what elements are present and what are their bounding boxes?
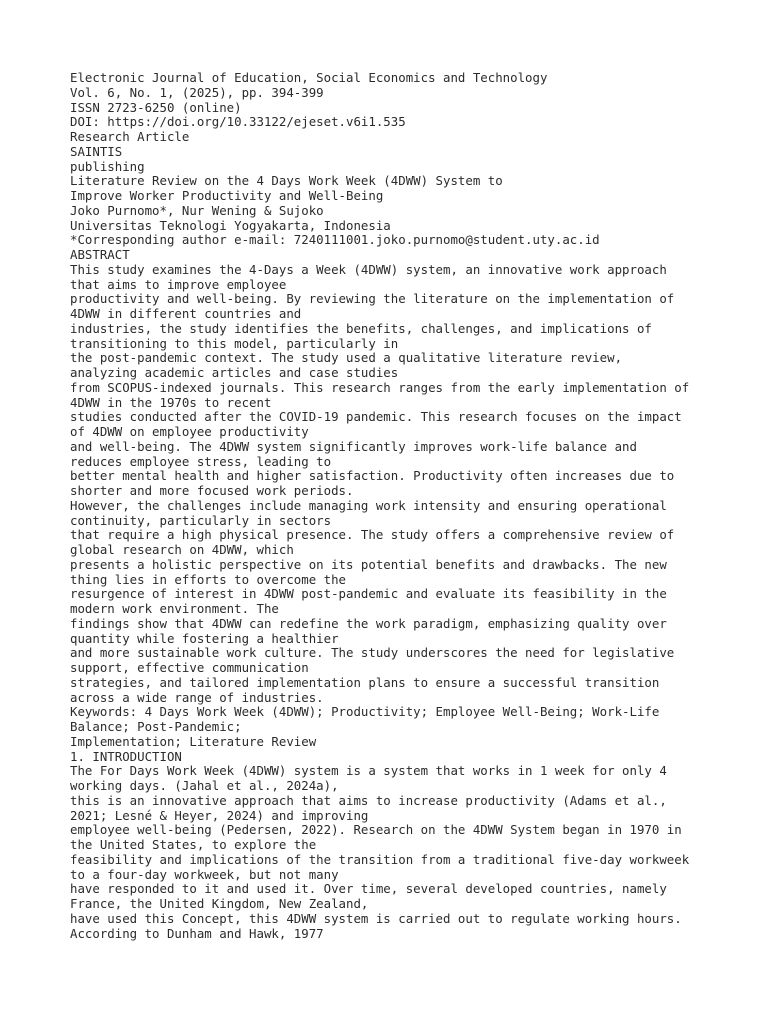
abstract-body-line: analyzing academic articles and case studies xyxy=(70,365,399,380)
introduction-body-line: working days. (Jahal et al., 2024a), xyxy=(70,778,339,793)
abstract-body-line: This study examines the 4-Days a Week (4DWW) system, an innovative work approach xyxy=(70,261,667,277)
abstract-body-line: resurgence of interest in 4DWW post-pandemic and evaluate its feasibility in the xyxy=(70,586,667,602)
article-title-line: Improve Worker Productivity and Well-Being xyxy=(70,188,384,203)
keywords-line: Keywords: 4 Days Work Week (4DWW); Productivity; Employee Well-Being; Work-Life xyxy=(70,704,660,720)
introduction-body-line: France, the United Kingdom, New Zealand, xyxy=(70,896,369,911)
abstract-body-line: findings show that 4DWW can redefine the work paradigm, emphasizing quality over xyxy=(70,615,667,631)
abstract-body-line: modern work environment. The xyxy=(70,601,279,616)
abstract-body-line: that require a high physical presence. The study offers a comprehensive review of xyxy=(70,527,675,543)
abstract-body-line: better mental health and higher satisfaction. Productivity often increases due to xyxy=(70,468,675,484)
article-type-line: Research Article xyxy=(70,129,190,144)
abstract-body-line: 4DWW in different countries and xyxy=(70,306,302,321)
introduction-body-line: have responded to it and used it. Over time, several developed countries, namely xyxy=(70,881,667,897)
abstract-body-line: productivity and well-being. By reviewing the literature on the implementation of xyxy=(70,291,675,307)
document-text xyxy=(70,71,689,941)
abstract-body-line: and more sustainable work culture. The study underscores the need for legislative xyxy=(70,645,675,661)
abstract-body-line: transitioning to this model, particularly in xyxy=(70,335,399,351)
journal-header-line: Electronic Journal of Education, Social Economics and Technology xyxy=(70,70,548,85)
introduction-body-line: to a four-day workweek, but not many xyxy=(70,866,339,882)
abstract-body-line: global research on 4DWW, which xyxy=(70,542,294,557)
abstract-body-line: support, effective communication xyxy=(70,660,309,675)
introduction-body-line: this is an innovative approach that aims to increase productivity (Adams et al., xyxy=(70,792,667,808)
abstract-heading-line: ABSTRACT xyxy=(70,247,130,262)
journal-header-line: DOI: https://doi.org/10.33122/ejeset.v6i1.535 xyxy=(70,114,406,130)
abstract-body-line: shorter and more focused work periods. xyxy=(70,483,354,498)
article-title-line: Literature Review on the 4 Days Work Week (4DWW) System to xyxy=(70,173,503,189)
introduction-body-line: According to Dunham and Hawk, 1977 xyxy=(70,925,324,941)
abstract-body-line: strategies, and tailored implementation plans to ensure a successful transition xyxy=(70,674,660,690)
abstract-body-line: of 4DWW on employee productivity xyxy=(70,424,309,439)
introduction-body-line: 2021; Lesné & Heyer, 2024) and improving xyxy=(70,807,369,823)
authors-line: Joko Purnomo*, Nur Wening & Sujoko xyxy=(70,202,324,218)
abstract-body-line: reduces employee stress, leading to xyxy=(70,453,332,469)
abstract-body-line: studies conducted after the COVID-19 pandemic. This research focuses on the impact xyxy=(70,409,682,425)
abstract-body-line: However, the challenges include managing work intensity and ensuring operational xyxy=(70,497,667,513)
abstract-body-line: industries, the study identifies the benefits, challenges, and implications of xyxy=(70,320,652,336)
abstract-body-line: across a wide range of industries. xyxy=(70,689,324,705)
abstract-body-line: that aims to improve employee xyxy=(70,276,287,292)
abstract-body-line: 4DWW in the 1970s to recent xyxy=(70,394,272,410)
abstract-body-line: thing lies in efforts to overcome the xyxy=(70,571,347,587)
abstract-body-line: the post-pandemic context. The study used a qualitative literature review, xyxy=(70,350,623,366)
keywords-line: Implementation; Literature Review xyxy=(70,733,317,749)
introduction-body-line: The For Days Work Week (4DWW) system is a system that works in 1 week for only 4 xyxy=(70,763,667,779)
abstract-body-line: quantity while fostering a healthier xyxy=(70,630,339,646)
journal-header-line: Vol. 6, No. 1, (2025), pp. 394-399 xyxy=(70,84,324,100)
publisher-line: SAINTIS xyxy=(70,143,123,159)
abstract-body-line: continuity, particularly in sectors xyxy=(70,512,332,528)
abstract-body-line: presents a holistic perspective on its potential benefits and drawbacks. The new xyxy=(70,556,667,572)
publisher-line: publishing xyxy=(70,158,145,174)
keywords-line: Balance; Post-Pandemic; xyxy=(70,719,242,734)
introduction-heading-line: 1. INTRODUCTION xyxy=(70,748,182,764)
abstract-body-line: from SCOPUS-indexed journals. This research ranges from the early implementation of xyxy=(70,379,690,395)
affiliation-line: Universitas Teknologi Yogyakarta, Indonesia xyxy=(70,217,391,233)
correspondence-line: *Corresponding author e-mail: 7240111001.joko.purnomo@student.uty.ac.id xyxy=(70,232,600,248)
abstract-body-line: and well-being. The 4DWW system significantly improves work-life balance and xyxy=(70,438,637,454)
introduction-body-line: feasibility and implications of the transition from a traditional five-day workweek xyxy=(70,851,690,867)
introduction-body-line: the United States, to explore the xyxy=(70,837,317,852)
introduction-body-line: employee well-being (Pedersen, 2022). Research on the 4DWW System began in 1970 in xyxy=(70,822,682,838)
introduction-body-line: have used this Concept, this 4DWW system is carried out to regulate working hours. xyxy=(70,910,682,926)
journal-header-line: ISSN 2723-6250 (online) xyxy=(70,99,242,115)
